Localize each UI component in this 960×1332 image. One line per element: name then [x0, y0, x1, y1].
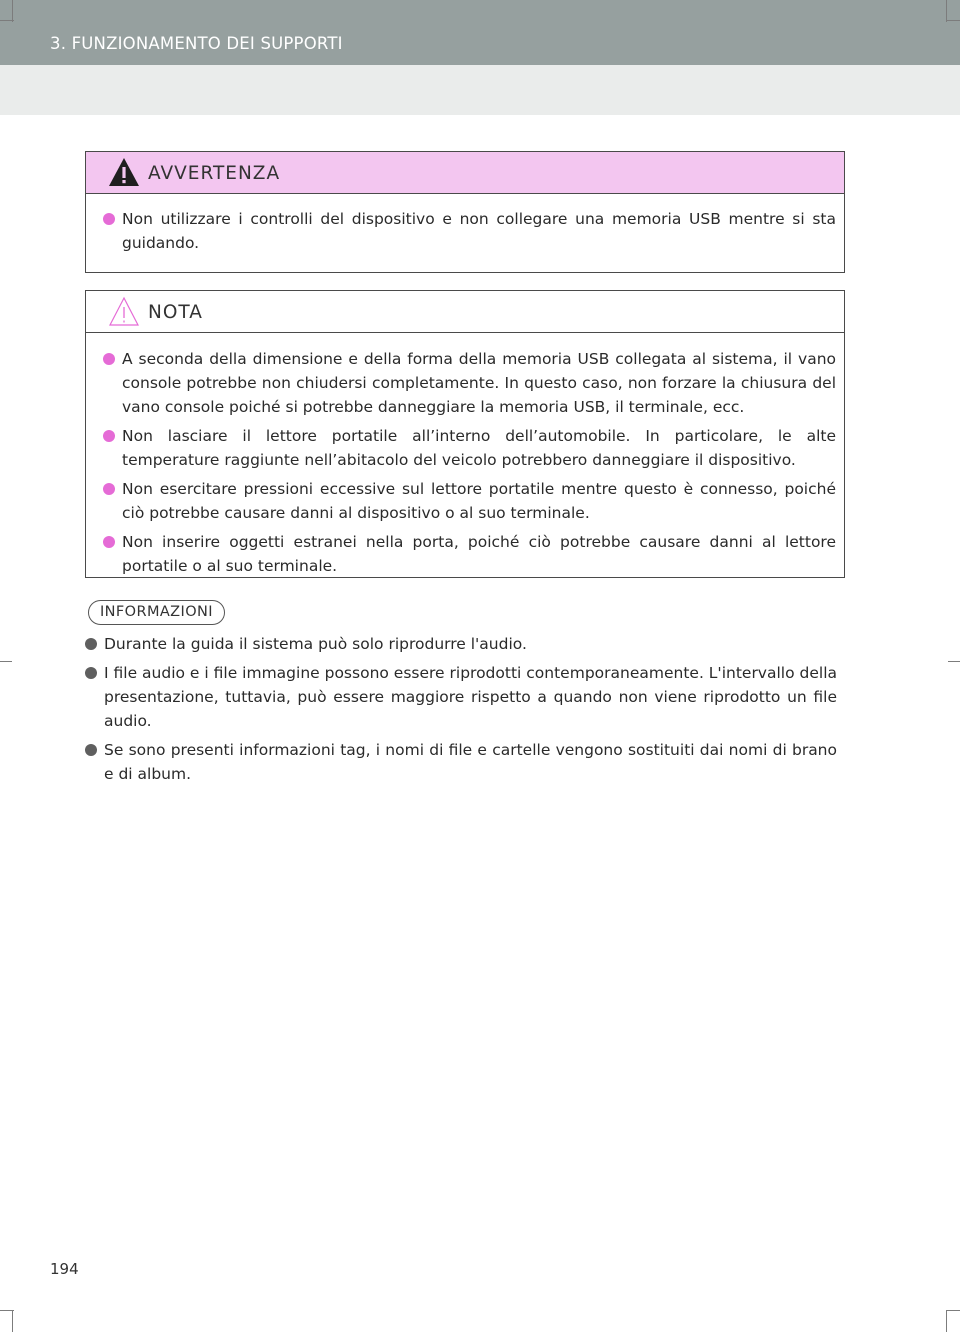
page-number: 194 [50, 1260, 79, 1278]
list-item: Non utilizzare i controlli del dispositivo e non collegare una memoria USB mentre si sta guidando. [100, 207, 836, 255]
crop-mark [946, 20, 960, 21]
bullet-icon [85, 667, 97, 679]
note-header [86, 291, 844, 333]
warning-triangle-icon [107, 156, 141, 192]
crop-mark [0, 20, 14, 21]
bullet-icon [103, 430, 115, 442]
list-item: Durante la guida il sistema può solo riprodurre l'audio. [82, 632, 837, 656]
header-bar [0, 0, 960, 65]
info-label: INFORMAZIONI [88, 600, 225, 625]
bullet-icon [85, 744, 97, 756]
bullet-icon [85, 638, 97, 650]
caution-triangle-icon [107, 295, 141, 331]
crop-mark [12, 1310, 13, 1332]
header-band [0, 65, 960, 115]
note-title: NOTA [148, 302, 203, 323]
crop-mark [948, 661, 960, 662]
crop-mark [0, 661, 12, 662]
crop-mark [946, 1310, 947, 1332]
crop-mark [946, 1310, 960, 1311]
list-item: I file audio e i file immagine possono essere riprodotti contemporaneamente. L'intervallo della presentazione, tuttavia, può essere maggiore rispetto a quando non viene riprodotto un file audio. [82, 661, 837, 733]
list-item: Non esercitare pressioni eccessive sul lettore portatile mentre questo è connesso, poiché ciò potrebbe causare danni al dispositivo o al suo terminale. [100, 477, 836, 525]
note-box [85, 290, 845, 578]
bullet-icon [103, 483, 115, 495]
list-item: Se sono presenti informazioni tag, i nomi di file e cartelle vengono sostituiti dai nomi di brano e di album. [82, 738, 837, 786]
warning-box [85, 151, 845, 273]
bullet-icon [103, 213, 115, 225]
note-list [86, 333, 844, 578]
list-item: Non inserire oggetti estranei nella porta, poiché ciò potrebbe causare danni al lettore portatile o al suo terminale. [100, 530, 836, 578]
bullet-icon [103, 353, 115, 365]
bullet-icon [103, 536, 115, 548]
list-item: Non lasciare il lettore portatile all’interno dell’automobile. In particolare, le alte temperature raggiunte nell’abitacolo del veicolo potrebbero danneggiare il dispositivo. [100, 424, 836, 472]
crop-mark [12, 0, 13, 22]
section-title: 3. FUNZIONAMENTO DEI SUPPORTI [50, 34, 343, 53]
crop-mark [0, 1310, 14, 1311]
info-list [82, 632, 837, 791]
warning-title: AVVERTENZA [148, 163, 281, 184]
crop-mark [946, 0, 947, 22]
warning-header [86, 152, 844, 194]
list-item: A seconda della dimensione e della forma della memoria USB collegata al sistema, il vano console potrebbe non chiudersi completamente. In questo caso, non forzare la chiusura del vano console poiché si potrebbe danneggiare la memoria USB, il terminale, ecc. [100, 347, 836, 419]
warning-list [86, 194, 844, 255]
